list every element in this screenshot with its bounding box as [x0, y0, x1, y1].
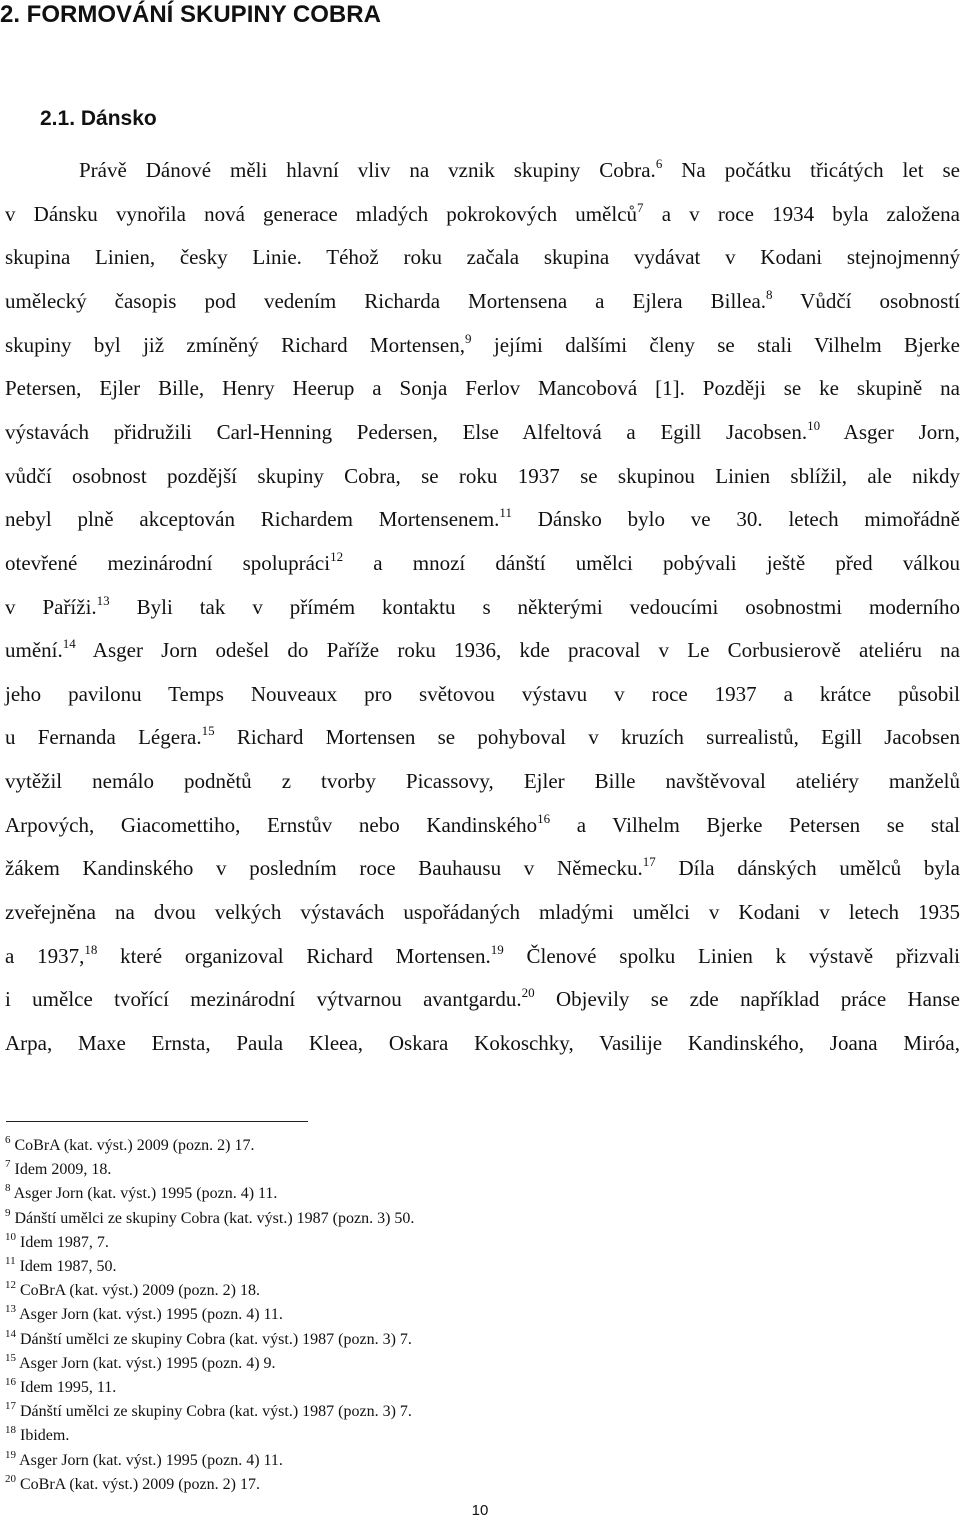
body-line [79, 156, 960, 184]
section-heading: 2.1. Dánsko [40, 107, 157, 130]
body-text-run: a mnozí dánští umělci pobývali ještě před válkou [343, 550, 960, 575]
footnote-reference[interactable]: 9 [465, 330, 472, 346]
footnote-number: 13 [5, 1303, 16, 1316]
footnote [5, 1472, 260, 1495]
footnote-reference[interactable]: 7 [637, 199, 644, 215]
footnote-number: 18 [5, 1424, 16, 1437]
footnote-number: 7 [5, 1158, 11, 1171]
body-line [5, 811, 960, 839]
footnote-reference[interactable]: 17 [642, 854, 656, 870]
body-text-run: i umělce tvořící mezinárodní výtvarnou avantgardu. [5, 987, 522, 1012]
body-text-run: a v roce 1934 byla založena [643, 201, 960, 226]
footnote [5, 1257, 116, 1277]
body-text-run: skupina Linien, česky Linie. Téhož roku začala skupina vydávat v Kodani stejnojmenný [5, 245, 960, 270]
footnote-reference[interactable]: 16 [537, 810, 551, 826]
body-line [5, 942, 960, 970]
footnote-number: 19 [5, 1448, 16, 1461]
body-text-run: výstavách přidružili Carl-Henning Pedersen, Else Alfeltová a Egill Jacobsen. [5, 419, 808, 444]
footnote-number: 11 [5, 1255, 16, 1267]
body-line [5, 854, 960, 882]
body-text-run: Richard Mortensen se pohyboval v kruzích surrealistů, Egill Jacobsen [214, 725, 960, 750]
body-line [5, 593, 960, 621]
footnote-text: CoBrA (kat. výst.) 2009 (pozn. 2) 17. [10, 1137, 255, 1154]
body-text-run: a Vilhelm Bjerke Petersen se stal [550, 812, 960, 837]
footnote-reference[interactable]: 12 [330, 548, 344, 564]
footnote-number: 8 [5, 1182, 11, 1195]
body-line [5, 1029, 960, 1057]
footnote [5, 1402, 412, 1422]
footnote-number: 17 [5, 1400, 16, 1413]
footnote [5, 1184, 277, 1204]
footnote-reference[interactable]: 15 [201, 723, 215, 739]
footnote-number: 6 [5, 1134, 11, 1146]
footnote-text: Idem 1987, 50. [15, 1258, 117, 1275]
body-text-run: Arpa, Maxe Ernsta, Paula Kleea, Oskara Kokoschky, Vasilije Kandinského, Joana Miróa, [5, 1031, 960, 1055]
body-line [5, 767, 960, 795]
footnote-text: Dánští umělci ze skupiny Cobra (kat. výst.) 1987 (pozn. 3) 50. [10, 1209, 415, 1227]
footnote [5, 1426, 69, 1446]
footnote-separator [6, 1121, 308, 1122]
footnote-number: 12 [5, 1279, 16, 1292]
footnote-reference[interactable]: 20 [521, 985, 535, 1001]
footnote-text: Idem 1995, 11. [16, 1379, 117, 1396]
footnote-reference[interactable]: 14 [62, 636, 76, 652]
footnote-text: CoBrA (kat. výst.) 2009 (pozn. 2) 17. [16, 1475, 260, 1493]
footnote [5, 1160, 111, 1180]
body-line [5, 243, 960, 271]
body-text-run: Vůdčí osobností [772, 288, 960, 313]
body-text-run: Arpových, Giacomettiho, Ernstův nebo Kandinského [5, 812, 538, 837]
footnote-text: Asger Jorn (kat. výst.) 1995 (pozn. 4) 11. [10, 1185, 278, 1203]
body-line [5, 505, 960, 533]
footnote [5, 1327, 412, 1350]
body-line [5, 636, 960, 664]
footnote-reference[interactable]: 10 [807, 417, 821, 433]
body-line [5, 680, 960, 708]
footnote [5, 1136, 254, 1156]
body-text-run: jejími dalšími členy se stali Vilhelm Bjerke [471, 332, 960, 357]
body-text-run: umění. [5, 638, 63, 663]
body-text-run: Petersen, Ejler Bille, Henry Heerup a Sonja Ferlov Mancobová [1]. Později se ke skupině na [5, 376, 960, 401]
page-number: 10 [471, 1502, 489, 1519]
footnote-text: CoBrA (kat. výst.) 2009 (pozn. 2) 18. [16, 1282, 260, 1300]
body-text-run: Byli tak v přímém kontaktu s některými vedoucími osobnostmi moderního [109, 594, 960, 619]
footnote-reference[interactable]: 6 [655, 156, 663, 171]
footnote [5, 1281, 260, 1301]
body-text-run: Objevily se zde například práce Hanse [534, 987, 960, 1012]
body-text-run: a 1937, [5, 943, 85, 968]
chapter-heading: 2. FORMOVÁNÍ SKUPINY COBRA [0, 1, 381, 28]
body-text-run: jeho pavilonu Temps Nouveaux pro světovou výstavu v roce 1937 a krátce působil [5, 681, 960, 706]
body-text-run: Na počátku třicátých let se [662, 158, 960, 182]
body-text-run: Asger Jorn, [820, 419, 960, 444]
footnote-number: 16 [5, 1376, 16, 1388]
footnote-reference[interactable]: 18 [84, 941, 98, 957]
footnote [5, 1230, 109, 1253]
body-text-run: Právě Dánové měli hlavní vliv na vznik skupiny Cobra. [79, 158, 656, 182]
body-text-run: umělecký časopis pod vedením Richarda Mortensena a Ejlera Billea. [5, 288, 767, 313]
footnote-text: Ibidem. [16, 1427, 70, 1445]
body-line [5, 462, 960, 490]
body-line [5, 374, 960, 402]
body-text-run: v Dánsku vynořila nová generace mladých pokrokových umělců [5, 201, 638, 226]
footnote [5, 1448, 283, 1471]
body-text-run: skupiny byl již zmíněný Richard Mortensen, [5, 332, 465, 357]
footnote-number: 14 [5, 1327, 16, 1340]
body-line [5, 331, 960, 359]
footnote-reference[interactable]: 11 [499, 505, 512, 521]
body-text-run: Asger Jorn odešel do Paříže roku 1936, kde pracoval v Le Corbusierově ateliéru na [75, 638, 960, 663]
footnote-text: Asger Jorn (kat. výst.) 1995 (pozn. 4) 9. [16, 1354, 276, 1372]
body-text-run: Členové spolku Linien k výstavě přizvali [503, 943, 960, 968]
footnote [5, 1206, 415, 1229]
footnote [5, 1378, 116, 1398]
footnote-reference[interactable]: 8 [766, 286, 773, 302]
body-line [5, 287, 960, 315]
footnote-number: 15 [5, 1351, 16, 1364]
body-text-run: které organizoval Richard Mortensen. [97, 943, 491, 968]
footnote [5, 1351, 276, 1374]
body-text-run: otevřené mezinárodní spolupráci [5, 550, 331, 575]
body-line [5, 200, 960, 228]
body-text-run: zveřejněna na dvou velkých výstavách uspořádaných mladými umělci v Kodani v letech 1935 [5, 900, 960, 925]
footnote-text: Dánští umělci ze skupiny Cobra (kat. výst.) 1987 (pozn. 3) 7. [16, 1330, 412, 1348]
body-text-run: Díla dánských umělců byla [655, 856, 960, 881]
body-line [5, 898, 960, 926]
body-text-run: v Paříži. [5, 594, 97, 619]
body-line [5, 418, 960, 446]
footnote-text: Dánští umělci ze skupiny Cobra (kat. výst.) 1987 (pozn. 3) 7. [16, 1403, 412, 1421]
body-line [5, 985, 960, 1013]
footnote-text: Asger Jorn (kat. výst.) 1995 (pozn. 4) 11. [16, 1451, 283, 1469]
body-text-run: nebyl plně akceptován Richardem Mortensenem. [5, 507, 500, 532]
footnote-text: Idem 1987, 7. [16, 1233, 109, 1251]
footnote [5, 1305, 283, 1325]
footnote-reference[interactable]: 13 [96, 592, 110, 608]
body-text-run: žákem Kandinského v posledním roce Bauhausu v Německu. [5, 856, 643, 881]
footnote-number: 9 [5, 1206, 11, 1219]
body-text-run: u Fernanda Légera. [5, 725, 202, 750]
body-line [5, 723, 960, 751]
body-text-run: vůdčí osobnost pozdější skupiny Cobra, se roku 1937 se skupinou Linien sblížil, ale nikdy [5, 463, 960, 488]
footnote-number: 20 [5, 1472, 16, 1485]
body-line [5, 549, 960, 577]
footnote-text: Idem 2009, 18. [10, 1161, 112, 1179]
footnote-reference[interactable]: 19 [490, 941, 504, 957]
footnote-number: 10 [5, 1230, 16, 1243]
body-text-run: Dánsko bylo ve 30. letech mimořádně [511, 507, 960, 532]
footnote-text: Asger Jorn (kat. výst.) 1995 (pozn. 4) 11. [16, 1306, 283, 1324]
body-text-run: vytěžil nemálo podnětů z tvorby Picassovy, Ejler Bille navštěvoval ateliéry manželů [5, 769, 960, 794]
